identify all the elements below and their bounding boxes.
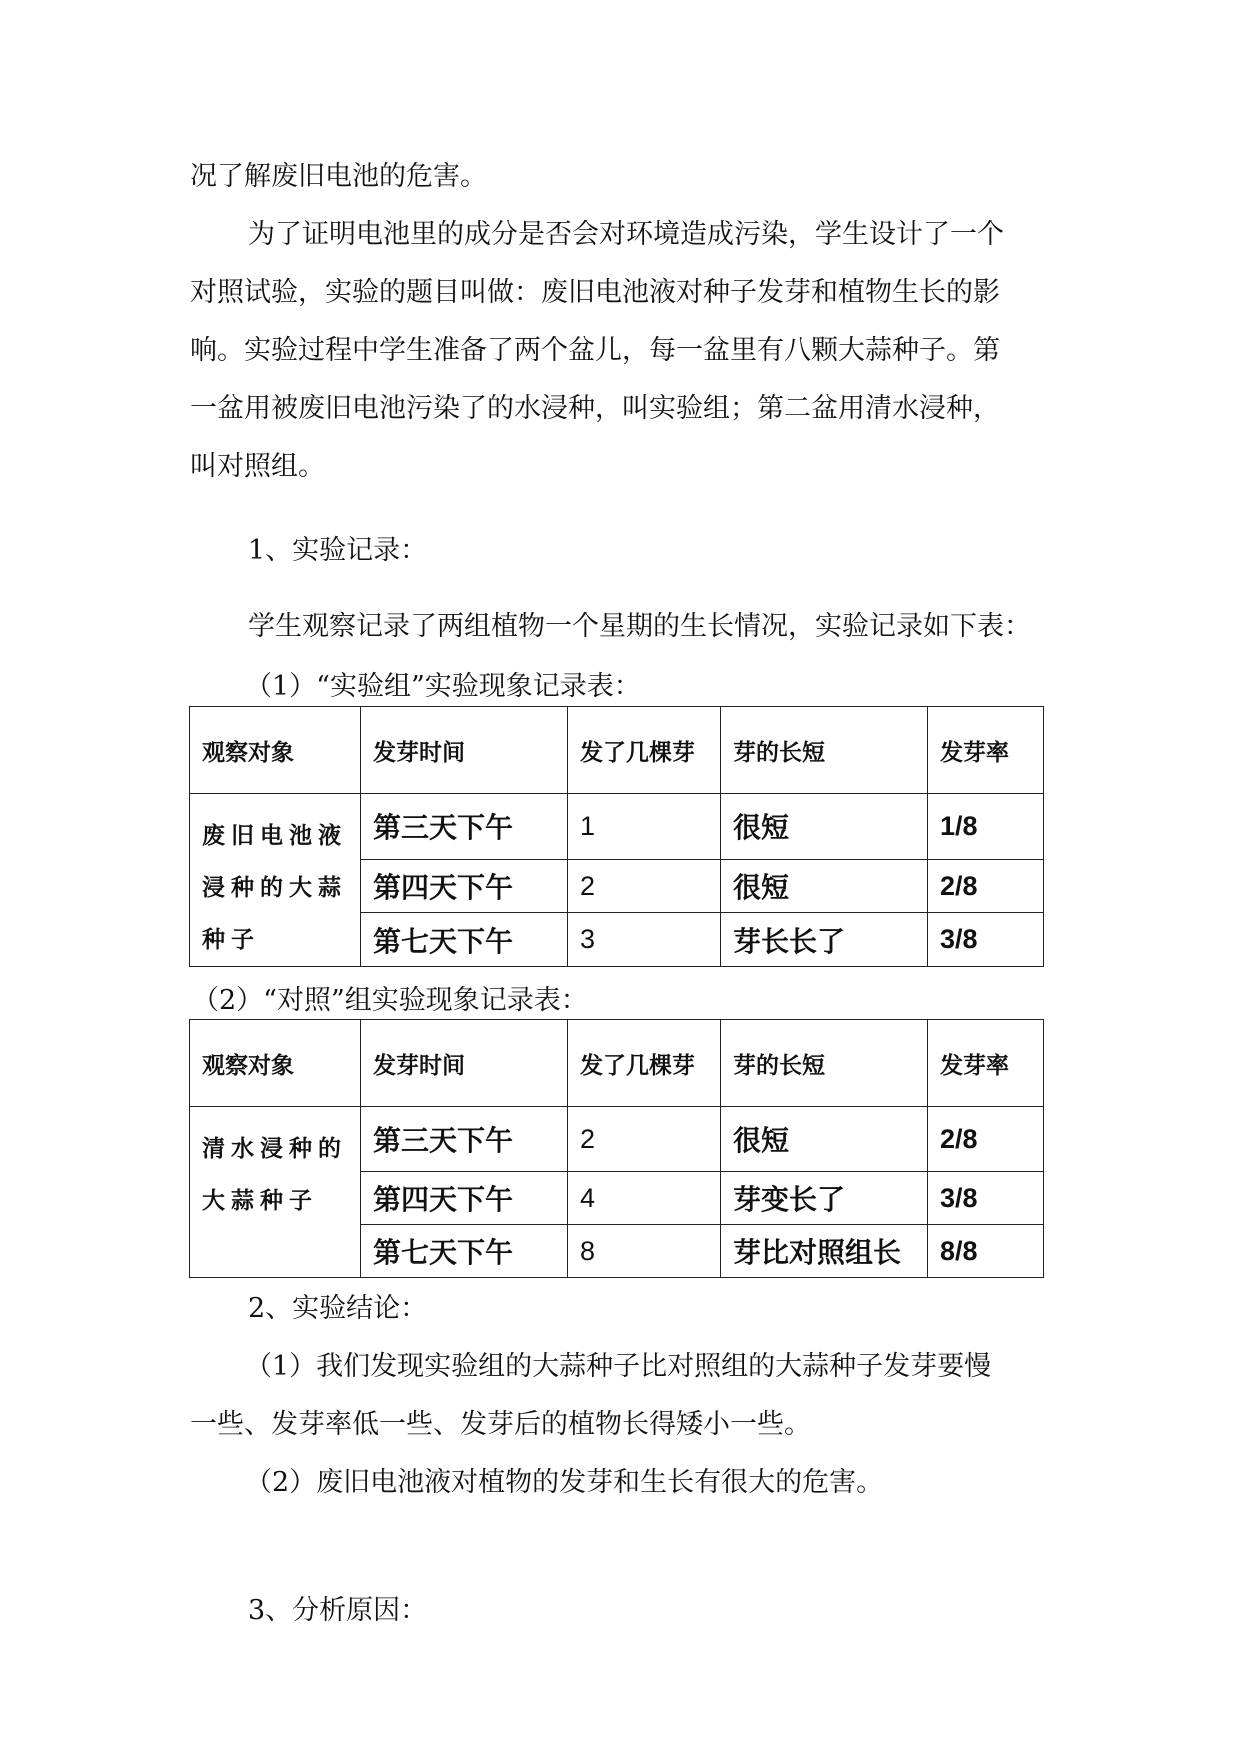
- observation-object-cell: 废旧电池液浸种的大蒜种子: [190, 794, 361, 967]
- header-cell: 芽的长短: [721, 707, 928, 794]
- length-cell: 芽变长了: [721, 1172, 928, 1225]
- rate-cell: 2/8: [928, 1107, 1044, 1172]
- header-cell: 发芽时间: [361, 1020, 568, 1107]
- paragraph-line: 对照试验，实验的题目叫做：废旧电池液对种子发芽和植物生长的影: [190, 277, 1000, 308]
- table-header-row: [190, 707, 1044, 794]
- rate-cell: 3/8: [928, 1172, 1044, 1225]
- header-cell: 发了几棵芽: [568, 707, 721, 794]
- paragraph-line: 一些、发芽率低一些、发芽后的植物长得矮小一些。: [190, 1409, 811, 1440]
- count-cell: 8: [568, 1225, 721, 1278]
- experiment-group-table: [189, 706, 1044, 967]
- header-cell: 发芽率: [928, 707, 1044, 794]
- length-cell: 很短: [721, 859, 928, 913]
- paragraph-line: 学生观察记录了两组植物一个星期的生长情况，实验记录如下表：: [248, 611, 1031, 642]
- rate-cell: 2/8: [928, 859, 1044, 913]
- paragraph-line: 响。实验过程中学生准备了两个盆儿，每一盆里有八颗大蒜种子。第: [190, 335, 1000, 366]
- table-row: [190, 794, 1044, 860]
- table-header-row: [190, 1020, 1044, 1107]
- count-cell: 2: [568, 859, 721, 913]
- table-row: [190, 1107, 1044, 1172]
- header-cell: 发了几棵芽: [568, 1020, 721, 1107]
- count-cell: 1: [568, 794, 721, 860]
- paragraph-line: （1）我们发现实验组的大蒜种子比对照组的大蒜种子发芽要慢: [245, 1351, 992, 1382]
- rate-cell: 8/8: [928, 1225, 1044, 1278]
- header-cell: 观察对象: [190, 1020, 361, 1107]
- paragraph-line: 为了证明电池里的成分是否会对环境造成污染，学生设计了一个: [248, 219, 1004, 250]
- table2-caption: （2）“对照”组实验现象记录表：: [192, 985, 588, 1016]
- observation-object-cell: 清水浸种的大蒜种子: [190, 1107, 361, 1278]
- count-cell: 4: [568, 1172, 721, 1225]
- paragraph-line: （2）废旧电池液对植物的发芽和生长有很大的危害。: [245, 1467, 884, 1498]
- header-cell: 芽的长短: [721, 1020, 928, 1107]
- paragraph-line: 叫对照组。: [190, 451, 325, 482]
- count-cell: 3: [568, 913, 721, 967]
- length-cell: 芽长长了: [721, 913, 928, 967]
- paragraph-line: 况了解废旧电池的危害。: [190, 161, 487, 192]
- time-cell: 第四天下午: [361, 859, 568, 913]
- paragraph-line: 一盆用被废旧电池污染了的水浸种，叫实验组；第二盆用清水浸种，: [190, 393, 1000, 424]
- length-cell: 很短: [721, 1107, 928, 1172]
- length-cell: 芽比对照组长: [721, 1225, 928, 1278]
- time-cell: 第七天下午: [361, 1225, 568, 1278]
- table1-caption: （1）“实验组”实验现象记录表：: [245, 671, 641, 702]
- count-cell: 2: [568, 1107, 721, 1172]
- section-heading-3: 3、分析原因：: [248, 1595, 428, 1626]
- rate-cell: 3/8: [928, 913, 1044, 967]
- rate-cell: 1/8: [928, 794, 1044, 860]
- header-cell: 观察对象: [190, 707, 361, 794]
- length-cell: 很短: [721, 794, 928, 860]
- section-heading-1: 1、实验记录：: [248, 535, 428, 566]
- time-cell: 第三天下午: [361, 794, 568, 860]
- time-cell: 第四天下午: [361, 1172, 568, 1225]
- control-group-table: [189, 1019, 1044, 1278]
- section-heading-2: 2、实验结论：: [248, 1293, 428, 1324]
- time-cell: 第七天下午: [361, 913, 568, 967]
- time-cell: 第三天下午: [361, 1107, 568, 1172]
- header-cell: 发芽率: [928, 1020, 1044, 1107]
- header-cell: 发芽时间: [361, 707, 568, 794]
